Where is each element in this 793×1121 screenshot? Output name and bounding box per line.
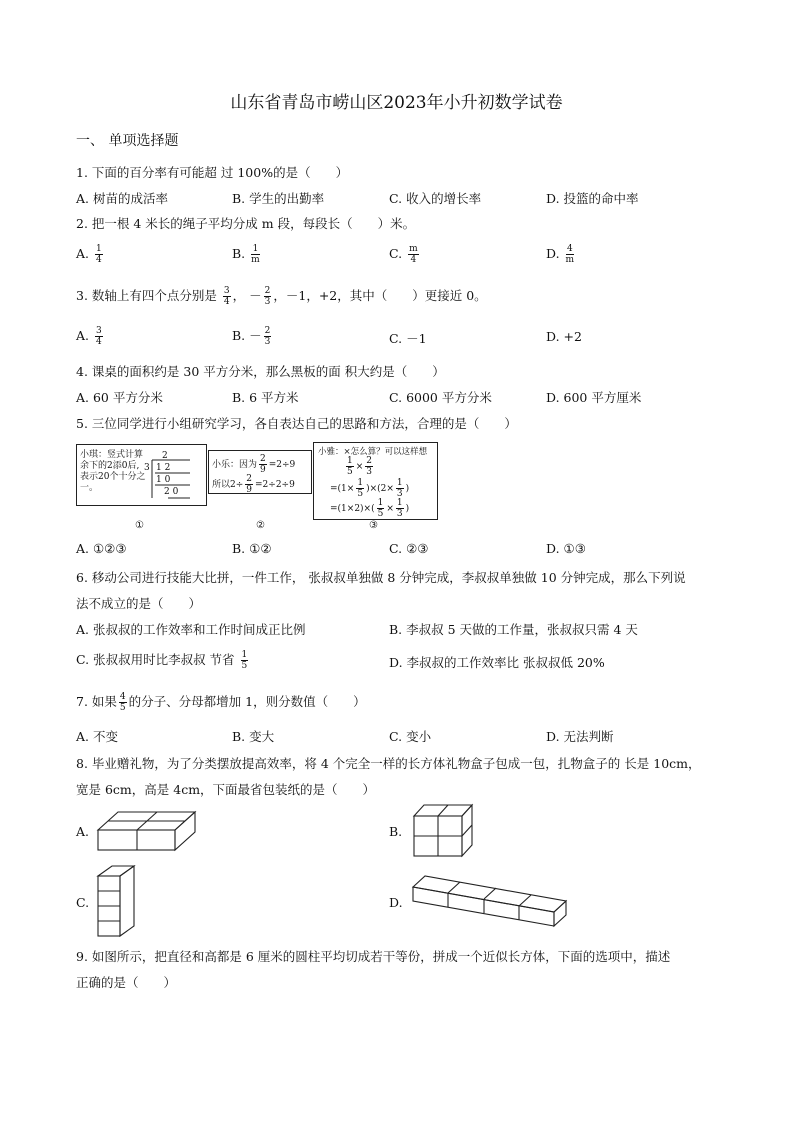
fraction: $\frac{2}{3}$ (264, 286, 271, 307)
box3-line1: $\frac{1}{5}$ × $\frac{2}{3}$ (347, 456, 373, 477)
q3-option-b[interactable]: B. － $\frac{2}{3}$ (232, 326, 271, 347)
option-c-boxes (98, 866, 134, 936)
question-4-stem: 4. 课桌的面积约是 30 平方分米，那么黑板的面 积大约是（ ） (76, 364, 445, 379)
question-6-stem-line2: 法不成立的是（ ） (76, 596, 202, 611)
option-label: A. (76, 246, 90, 261)
page-title: 山东省青岛市崂山区2023年小升初数学试卷 (230, 93, 563, 113)
q1-option-b[interactable]: B. 学生的出勤率 (232, 191, 325, 206)
question-7-stem: 7. 如果 $\frac{4}{5}$ 的分子、分母都增加 1，则分数值（ ） (76, 692, 366, 713)
question-8-stem-line1: 8. 毕业赠礼物，为了分类摆放提高效率，将 4 个完全一样的长方体礼物盒子包成一包，扎物盒子的 长是 10cm， (76, 756, 701, 771)
fraction: $\frac{4}{5}$ (119, 692, 126, 713)
q1-option-d[interactable]: D. 投篮的命中率 (546, 191, 639, 206)
q5-option-d[interactable]: D. ①③ (546, 541, 586, 556)
fraction: $\frac{3}{4}$ (223, 286, 230, 307)
q8-option-b-label[interactable]: B. (389, 824, 403, 839)
question-6-stem-line1: 6. 移动公司进行技能大比拼，一件工作， 张叔叔单独做 8 分钟完成，李叔叔单独做 10 分钟完成，那么下列说 (76, 570, 686, 585)
q8-option-c-label[interactable]: C. (76, 895, 90, 910)
option-d-boxes (413, 876, 566, 926)
fraction: $\frac{4}{m}$ (565, 244, 575, 265)
box2-line1: 小乐：因为 $\frac{2}{9}$ =2÷9 (212, 454, 296, 475)
figure-mark-3: ③ (369, 520, 378, 531)
q5-option-b[interactable]: B. ①② (232, 541, 272, 556)
box2-line2: 所以2÷ $\frac{2}{9}$ =2÷2÷9 (212, 474, 295, 495)
q3-option-a[interactable]: A. $\frac{3}{4}$ (76, 326, 102, 347)
q4-option-d[interactable]: D. 600 平方厘米 (546, 390, 642, 405)
q1-option-a[interactable]: A. 树苗的成活率 (76, 191, 168, 206)
fraction: $\frac{2}{3}$ (264, 326, 271, 347)
q3-option-c[interactable]: C. －1 (389, 331, 427, 346)
box3-line2: =(1× $\frac{1}{5}$ )×(2× $\frac{1}{3}$ ) (330, 478, 410, 499)
option-label: D. (546, 246, 560, 261)
q6-option-a[interactable]: A. 张叔叔的工作效率和工作时间成正比例 (76, 622, 306, 637)
fraction: $\frac{1}{4}$ (96, 244, 102, 265)
question-3-stem: 3. 数轴上有四个点分别是 $\frac{3}{4}$ ， － $\frac{2}{3}$ ，－1，+2，其中（ ）更接近 0。 (76, 286, 487, 307)
option-label: C. (389, 246, 403, 261)
question-8-stem-line2: 宽是 6cm，高是 4cm，下面最省包装纸的是（ ） (76, 782, 376, 797)
q5-option-c[interactable]: C. ②③ (389, 541, 429, 556)
option-a-boxes (98, 812, 195, 850)
fraction: $\frac{1}{5}$ (241, 650, 248, 671)
section-heading: 一、 单项选择题 (76, 133, 179, 149)
question-2-stem: 2. 把一根 4 米长的绳子平均分成 m 段，每段长（ ）米。 (76, 216, 416, 231)
question-9-stem-line1: 9. 如图所示，把直径和高都是 6 厘米的圆柱平均切成若干等份，拼成一个近似长方体，下面的选项中，描述 (76, 949, 671, 964)
box3-title: 小雅：×怎么算？可以这样想 (318, 447, 428, 457)
box1-text: 小琪：竖式计算 余下的2添0后, 表示20个十分之 一。 (80, 450, 146, 493)
fraction: $\frac{1}{m}$ (251, 244, 260, 265)
box3-line3: =(1×2)×( $\frac{1}{5}$ × $\frac{1}{3}$ ) (330, 498, 410, 519)
q6-option-b[interactable]: B. 李叔叔 5 天做的工作量，张叔叔只需 4 天 (389, 622, 638, 637)
q8-option-a-label[interactable]: A. (76, 824, 90, 839)
q7-option-c[interactable]: C. 变小 (389, 729, 432, 744)
q4-option-c[interactable]: C. 6000 平方分米 (389, 390, 492, 405)
question-9-stem-line2: 正确的是（ ） (76, 975, 177, 990)
figure-mark-1: ① (135, 520, 144, 531)
q6-option-d[interactable]: D. 李叔叔的工作效率比 张叔叔低 20% (389, 655, 605, 670)
q4-option-a[interactable]: A. 60 平方分米 (76, 390, 163, 405)
q5-option-a[interactable]: A. ①②③ (76, 541, 127, 556)
option-b-boxes (414, 805, 472, 856)
q1-option-c[interactable]: C. 收入的增长率 (389, 191, 482, 206)
question-5-stem: 5. 三位同学进行小组研究学习，各自表达自己的思路和方法，合理的是（ ） (76, 416, 517, 431)
figure-mark-2: ② (256, 520, 265, 531)
q3-option-d[interactable]: D. +2 (546, 329, 582, 344)
question-1-stem: 1. 下面的百分率有可能超 过 100%的是（ ） (76, 165, 349, 180)
q8-option-d-label[interactable]: D. (389, 895, 403, 910)
q7-option-a[interactable]: A. 不变 (76, 729, 118, 744)
q7-option-d[interactable]: D. 无法判断 (546, 729, 614, 744)
fraction: $\frac{3}{4}$ (96, 326, 102, 347)
q6-option-c[interactable]: C. 张叔叔用时比李叔叔 节省 $\frac{1}{5}$ (76, 650, 248, 671)
option-label: B. (232, 246, 246, 261)
q7-option-b[interactable]: B. 变大 (232, 729, 275, 744)
fraction: $\frac{m}{4}$ (409, 244, 418, 265)
q4-option-b[interactable]: B. 6 平方米 (232, 390, 299, 405)
